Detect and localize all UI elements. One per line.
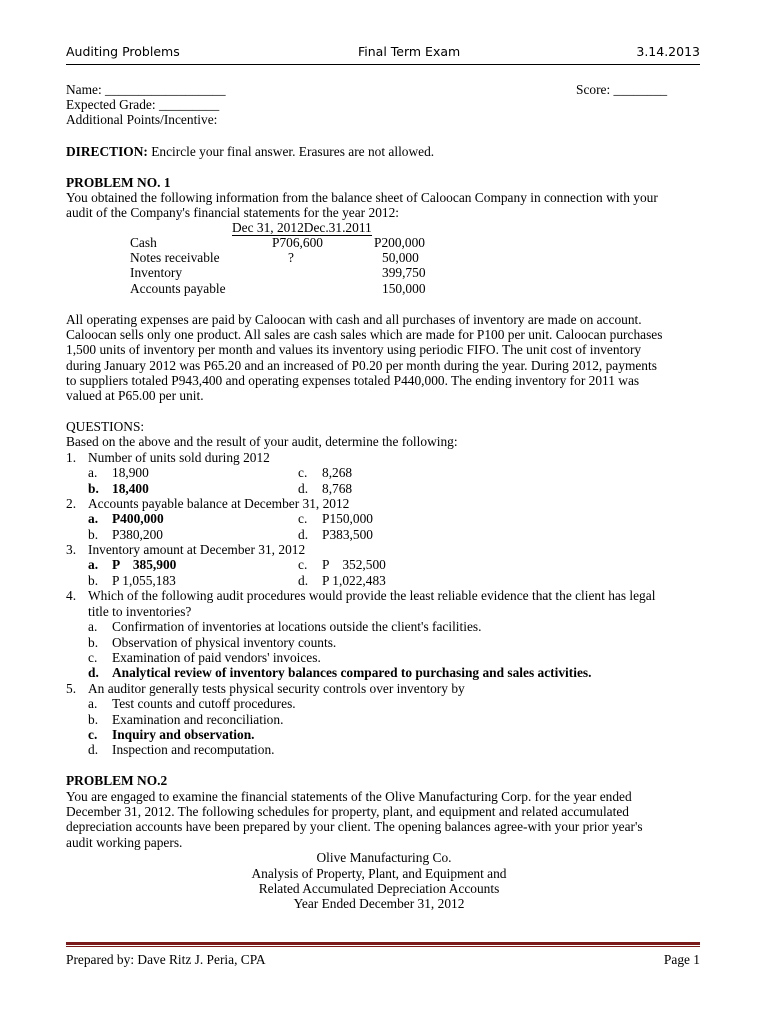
q5-option-b: Examination and reconciliation.	[112, 712, 284, 727]
problem1-paragraph-line: All operating expenses are paid by Caloocan with cash and all purchases of inventory are made on account.	[66, 312, 642, 327]
table-cell-2012: P706,600	[272, 235, 323, 250]
q1-option-b-letter: b.	[88, 481, 99, 496]
q4-option-b-letter: b.	[88, 635, 99, 650]
problem1-paragraph-line: during January 2012 was P65.20 and an increased of P0.20 per month during the year. During 2012, payments	[66, 358, 657, 373]
header-date: 3.14.2013	[636, 44, 700, 59]
q1-option-c-letter: c.	[298, 465, 308, 480]
q5-option-b-letter: b.	[88, 712, 99, 727]
table-row-label: Inventory	[130, 265, 183, 280]
problem1-intro-line: audit of the Company's financial statements for the year 2012:	[66, 205, 399, 220]
problem1-paragraph-line: valued at P65.00 per unit.	[66, 388, 204, 403]
header-course: Auditing Problems	[66, 44, 180, 59]
table-header	[232, 220, 372, 236]
questions-label: QUESTIONS:	[66, 419, 145, 434]
schedule-title-line: Related Accumulated Depreciation Accounts	[258, 881, 500, 896]
table-row-label: Notes receivable	[130, 250, 220, 265]
q1-text: Number of units sold during 2012	[88, 450, 270, 465]
q2-option-a-answer: P400,000	[112, 511, 164, 526]
q5-option-c-answer: Inquiry and observation.	[112, 727, 255, 742]
direction-label: DIRECTION:	[66, 144, 148, 159]
problem1-paragraph-line: Caloocan sells only one product. All sales are cash sales which are made for P100 per unit. Caloocan purchases	[66, 327, 663, 342]
problem1-paragraph-line: 1,500 units of inventory per month and values its inventory using periodic FIFO. The unit cost of inventory	[66, 342, 642, 357]
direction	[66, 144, 434, 160]
q3-option-a-letter: a.	[88, 557, 99, 572]
q4-option-c-letter: c.	[88, 650, 98, 665]
schedule-company: Olive Manufacturing Co.	[316, 850, 452, 865]
q4-option-a: Confirmation of inventories at locations outside the client's facilities.	[112, 619, 482, 634]
problem1-title: PROBLEM NO. 1	[66, 175, 171, 190]
q3-option-d: P 1,022,483	[322, 573, 386, 588]
q2-option-c-letter: c.	[298, 511, 308, 526]
q5-option-a-letter: a.	[88, 696, 98, 711]
q5-number: 5.	[66, 681, 77, 696]
problem2-paragraph-line: December 31, 2012. The following schedules for property, plant, and equipment and related accumulated	[66, 804, 629, 819]
footer-preparer: Prepared by: Dave Ritz J. Peria, CPA	[66, 952, 266, 967]
table-cell-2011: 150,000	[382, 281, 426, 296]
footer-page-number: Page 1	[663, 952, 700, 967]
col-header-2012: Dec 31, 2012	[232, 220, 304, 235]
q2-option-d: P383,500	[322, 527, 373, 542]
q4-text-cont: title to inventories?	[88, 604, 192, 619]
page-header	[66, 44, 700, 62]
table-cell-2011: 399,750	[382, 265, 426, 280]
problem2-paragraph-line: You are engaged to examine the financial statements of the Olive Manufacturing Corp. for the year ended	[66, 789, 632, 804]
q2-option-c: P150,000	[322, 511, 373, 526]
problem2-title: PROBLEM NO.2	[66, 773, 168, 788]
q2-text: Accounts payable balance at December 31, 2012	[88, 496, 350, 511]
schedule-period: Year Ended December 31, 2012	[293, 896, 465, 911]
q2-number: 2.	[66, 496, 77, 511]
expected-grade-field: Expected Grade: _________	[66, 97, 220, 112]
score-field: Score: ________	[576, 82, 668, 97]
footer-rule-thin	[66, 946, 700, 947]
q3-text: Inventory amount at December 31, 2012	[88, 542, 306, 557]
q1-option-d: 8,768	[322, 481, 353, 496]
problem2-paragraph-line: depreciation accounts have been prepared by your client. The opening balances agree-with your prior year's	[66, 819, 643, 834]
q1-option-a: 18,900	[112, 465, 149, 480]
q4-option-a-letter: a.	[88, 619, 98, 634]
q5-option-c-letter: c.	[88, 727, 98, 742]
schedule-title-line: Analysis of Property, Plant, and Equipment and	[251, 866, 507, 881]
table-cell-2011: P200,000	[374, 235, 425, 250]
q5-text: An auditor generally tests physical security controls over inventory by	[88, 681, 465, 696]
table-row-label: Cash	[130, 235, 157, 250]
q3-option-c: P 352,500	[322, 557, 386, 572]
q3-option-d-letter: d.	[298, 573, 309, 588]
q3-option-c-letter: c.	[298, 557, 308, 572]
problem2-paragraph-line: audit working papers.	[66, 835, 183, 850]
q3-option-a-answer: P 385,900	[112, 557, 177, 572]
q2-option-b-letter: b.	[88, 527, 99, 542]
footer-rule	[66, 942, 700, 945]
q1-option-c: 8,268	[322, 465, 353, 480]
header-rule	[66, 64, 700, 65]
col-header-2011: Dec.31.2011	[303, 220, 372, 235]
q3-option-b-letter: b.	[88, 573, 99, 588]
additional-points-field: Additional Points/Incentive:	[66, 112, 218, 127]
q1-option-a-letter: a.	[88, 465, 98, 480]
table-cell-2011: 50,000	[382, 250, 419, 265]
q5-option-d: Inspection and recomputation.	[112, 742, 275, 757]
problem1-intro-line: You obtained the following information from the balance sheet of Caloocan Company in connection with your	[66, 190, 658, 205]
q4-number: 4.	[66, 588, 77, 603]
q4-option-b: Observation of physical inventory counts.	[112, 635, 337, 650]
q1-option-b-answer: 18,400	[112, 481, 149, 496]
table-cell-2012: ?	[288, 250, 294, 265]
q3-number: 3.	[66, 542, 77, 557]
q1-number: 1.	[66, 450, 77, 465]
problem1-paragraph-line: to suppliers totaled P943,400 and operating expenses totaled P440,000. The ending inventory for 2011 was	[66, 373, 640, 388]
q2-option-d-letter: d.	[298, 527, 309, 542]
direction-text: Encircle your final answer. Erasures are not allowed.	[147, 144, 435, 159]
q2-option-b: P380,200	[112, 527, 163, 542]
q5-option-a: Test counts and cutoff procedures.	[112, 696, 296, 711]
q1-option-d-letter: d.	[298, 481, 309, 496]
q4-option-d-answer: Analytical review of inventory balances compared to purchasing and sales activities.	[112, 665, 592, 680]
q4-option-d-letter: d.	[88, 665, 99, 680]
name-field: Name: __________________	[66, 82, 226, 97]
q2-option-a-letter: a.	[88, 511, 99, 526]
q3-option-b: P 1,055,183	[112, 573, 176, 588]
questions-intro: Based on the above and the result of your audit, determine the following:	[66, 434, 458, 449]
q4-text: Which of the following audit procedures would provide the least reliable evidence that the client has legal	[88, 588, 656, 603]
header-exam: Final Term Exam	[358, 44, 461, 59]
q4-option-c: Examination of paid vendors' invoices.	[112, 650, 321, 665]
q5-option-d-letter: d.	[88, 742, 99, 757]
table-row-label: Accounts payable	[130, 281, 226, 296]
